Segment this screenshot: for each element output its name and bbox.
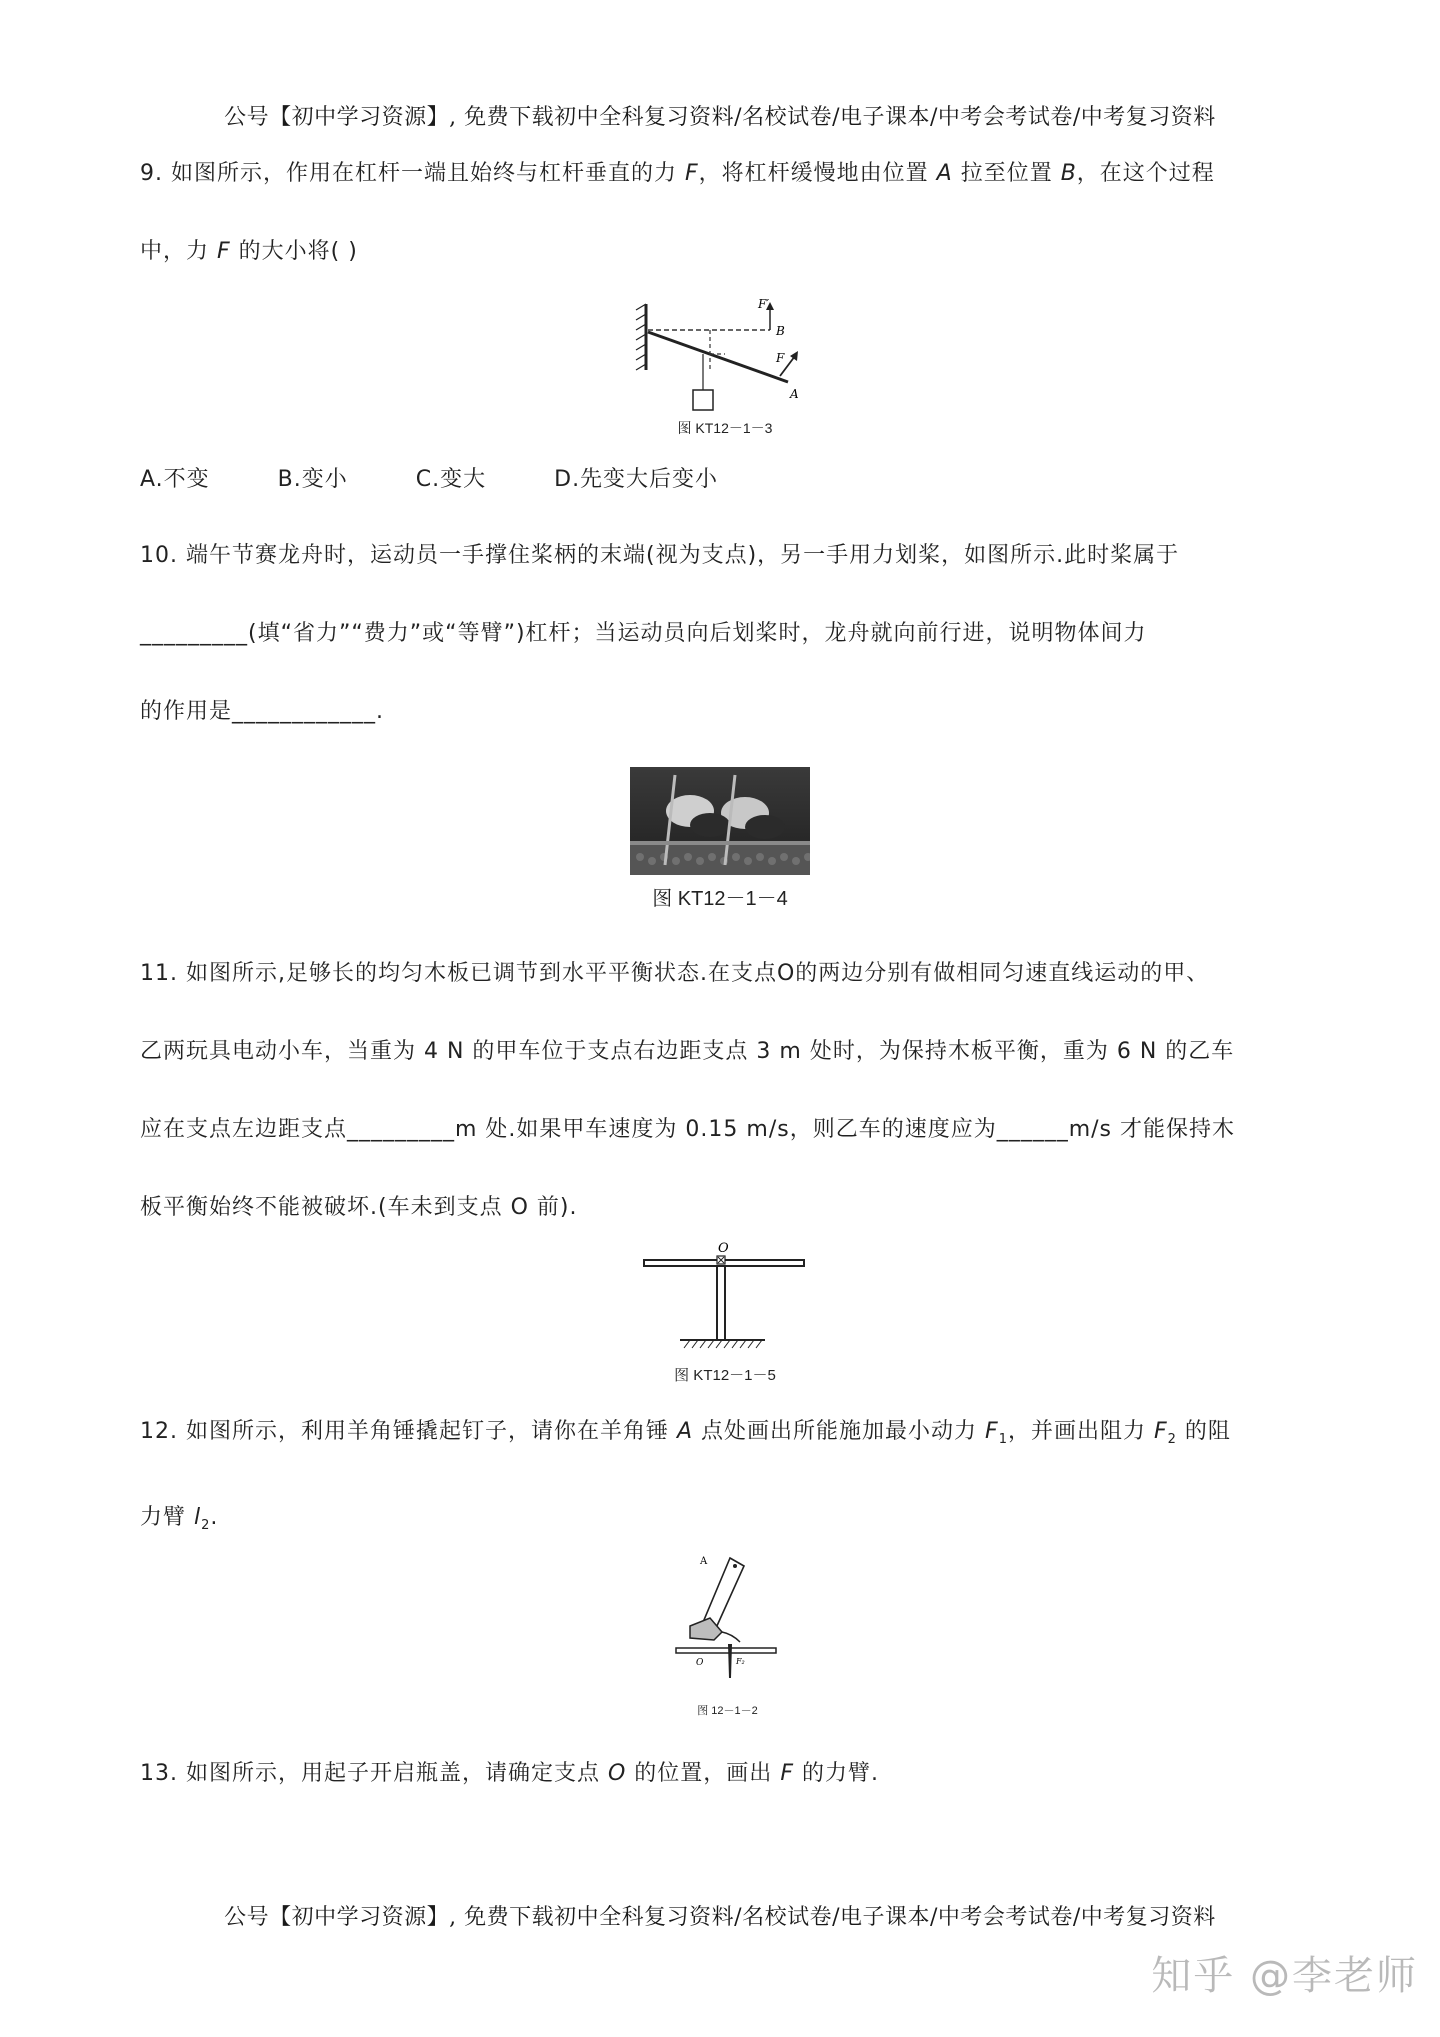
dragon-boat-photo bbox=[630, 765, 810, 877]
label-f2: F₂ bbox=[736, 1657, 745, 1666]
label-f: F bbox=[776, 351, 785, 365]
balance-board-figure bbox=[640, 1238, 810, 1358]
figure-caption-12-1-2: 图 12－1－2 bbox=[697, 1705, 758, 1717]
figure-caption-kt12-1-5: 图 KT12－1－5 bbox=[674, 1367, 776, 1384]
option-b[interactable]: B.变小 bbox=[277, 467, 348, 492]
label-a: A bbox=[700, 1556, 708, 1567]
watermark: 知乎 @李老师 bbox=[1151, 1953, 1418, 1999]
option-d[interactable]: D.先变大后变小 bbox=[554, 467, 719, 492]
question-13-text: 13. 如图所示，用起子开启瓶盖，请确定支点 O 的位置，画出 F 的力臂. bbox=[140, 1761, 879, 1786]
question-9-options bbox=[140, 460, 778, 500]
option-c[interactable]: C.变大 bbox=[415, 467, 487, 492]
label-b: B bbox=[776, 324, 785, 338]
nail bbox=[728, 1644, 732, 1678]
question-10-text: 10. 端午节赛龙舟时，运动员一手撑住桨柄的末端(视为支点)，另一手用力划桨，如图所示.此时桨属于 _________(填“省力”“费力”或“等臂”)杠杆；当运动员向后划桨时，龙舟就向前行进，说明物体间力 的作用是____________. bbox=[140, 543, 1180, 724]
label-fprime: F′ bbox=[758, 297, 770, 311]
option-a[interactable]: A.不变 bbox=[140, 467, 210, 492]
board bbox=[676, 1648, 776, 1653]
label-a: A bbox=[790, 387, 799, 401]
question-9-text: 9. 如图所示，作用在杠杆一端且始终与杠杆垂直的力 F，将杠杆缓慢地由位置 A 拉至位置 B，在这个过程 中，力 F 的大小将( ) bbox=[140, 161, 1215, 264]
claw-hammer-figure bbox=[670, 1548, 785, 1698]
figure-caption-kt12-1-3: 图 KT12－1－3 bbox=[677, 420, 773, 436]
weight-block bbox=[693, 390, 713, 410]
ground-hatch bbox=[684, 1340, 762, 1348]
label-o: O bbox=[718, 1241, 729, 1256]
page-footer: 公号【初中学习资源】, 免费下载初中全科复习资料/名校试卷/电子课本/中考会考试卷/中考复习资料 bbox=[224, 1905, 1216, 1930]
figure-caption-kt12-1-4: 图 KT12－1－4 bbox=[652, 888, 788, 910]
page-header: 公号【初中学习资源】, 免费下载初中全科复习资料/名校试卷/电子课本/中考会考试卷/中考复习资料 bbox=[224, 105, 1216, 130]
question-11-text: 11. 如图所示,足够长的均匀木板已调节到水平平衡状态.在支点O的两边分别有做相同匀速直线运动的甲、 乙两玩具电动小车，当重为 4 N 的甲车位于支点右边距支点 3 m 处时，为保持木板平衡，重为 6 N 的乙车 应在支点左边距支点_________m 处.如果甲车速度为 0.15 m/s，则乙车的速度应为______m/s 才能保持木 板平衡始终不能被破坏.(车未到支点 O 前). bbox=[140, 961, 1235, 1220]
label-o: O bbox=[696, 1658, 704, 1668]
lever-position-a bbox=[648, 332, 788, 382]
support-post bbox=[717, 1266, 725, 1340]
question-12-text: 12. 如图所示，利用羊角锤撬起钉子，请你在羊角锤 A 点处画出所能施加最小动力 $F_1$，并画出阻力 $F_2$ 的阻 力臂 $l_2$. bbox=[140, 1419, 1231, 1533]
